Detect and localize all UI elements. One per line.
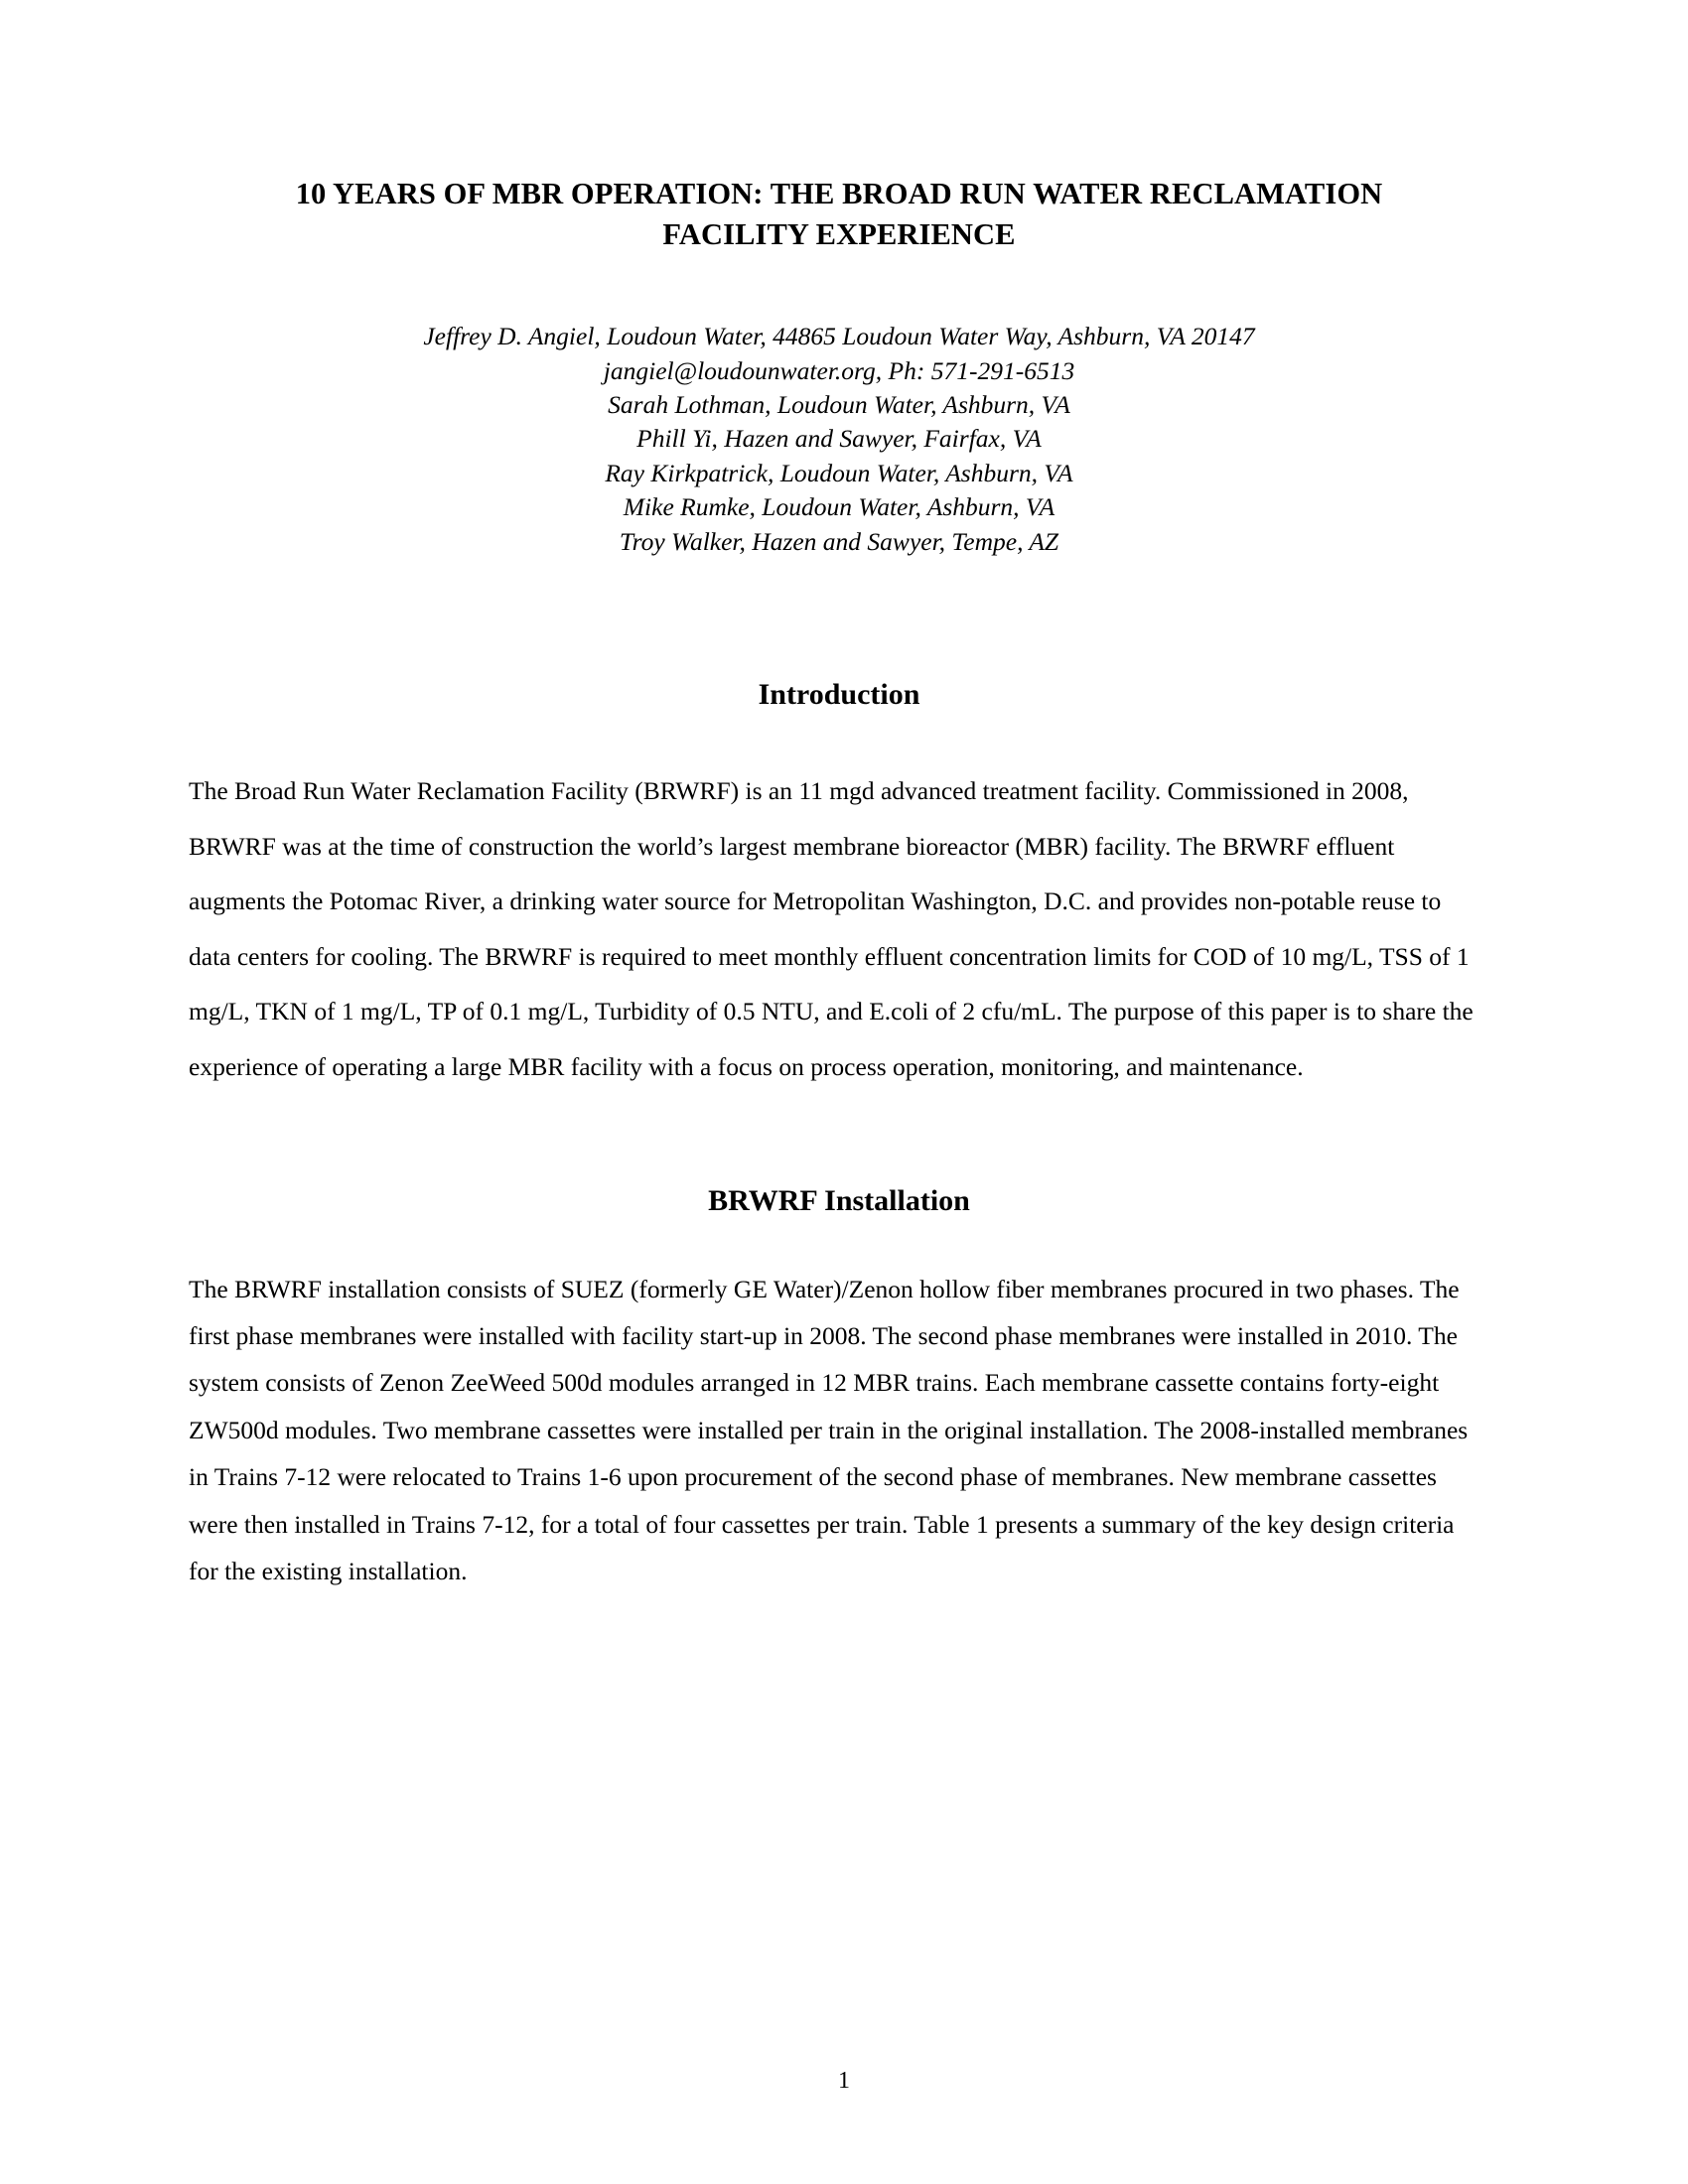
author-line: Ray Kirkpatrick, Loudoun Water, Ashburn, VA	[605, 458, 1073, 487]
page-number: 1	[838, 2068, 850, 2094]
author-line: Troy Walker, Hazen and Sawyer, Tempe, AZ	[619, 526, 1059, 556]
author-line: Phill Yi, Hazen and Sawyer, Fairfax, VA	[636, 424, 1042, 454]
page-title: 10 YEARS OF MBR OPERATION: THE BROAD RUN WATER RECLAMATION FACILITY EXPERIENCE	[295, 177, 1383, 251]
author-contact-line: jangiel@loudounwater.org, Ph: 571-291-6513	[603, 355, 1075, 385]
author-line: Mike Rumke, Loudoun Water, Ashburn, VA	[623, 492, 1055, 522]
author-block	[189, 320, 1489, 559]
section-heading-introduction: Introduction	[758, 678, 920, 712]
author-line: Sarah Lothman, Loudoun Water, Ashburn, VA	[608, 389, 1070, 419]
section-heading-brwrf-installation: BRWRF Installation	[708, 1183, 970, 1217]
author-line: Jeffrey D. Angiel, Loudoun Water, 44865 Loudoun Water Way, Ashburn, VA 20147	[423, 322, 1255, 351]
section-paragraph-introduction: The Broad Run Water Reclamation Facility (BRWRF) is an 11 mgd advanced treatment facility. Commissioned in 2008, BRWRF was at the time of construction the world’s largest membrane bioreactor (MBR) facility. The BRWRF effluent augments the Potomac River, a drinking water source for Metropolitan Washington, D.C. and provides non-potable reuse to data centers for cooling. The BRWRF is required to meet monthly effluent concentration limits for COD of 10 mg/L, TSS of 1 mg/L, TKN of 1 mg/L, TP of 0.1 mg/L, Turbidity of 0.5 NTU, and E.coli of 2 cfu/mL. The purpose of this paper is to share the experience of operating a large MBR facility with a focus on process operation, monitoring, and maintenance.	[189, 776, 1474, 1081]
section-paragraph-brwrf-installation: The BRWRF installation consists of SUEZ (formerly GE Water)/Zenon hollow fiber membranes procured in two phases. The first phase membranes were installed with facility start-up in 2008. The second phase membranes were installed in 2010. The system consists of Zenon ZeeWeed 500d modules arranged in 12 MBR trains. Each membrane cassette contains forty-eight ZW500d modules. Two membrane cassettes were installed per train in the original installation. The 2008-installed membranes in Trains 7-12 were relocated to Trains 1-6 upon procurement of the second phase of membranes. New membrane cassettes were then installed in Trains 7-12, for a total of four cassettes per train. Table 1 presents a summary of the key design criteria for the existing installation.	[189, 1274, 1469, 1586]
